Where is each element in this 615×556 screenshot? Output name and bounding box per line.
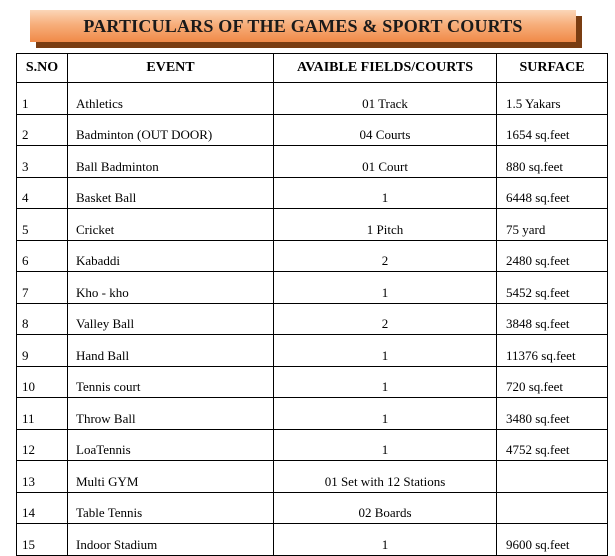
cell-surface: 880 sq.feet <box>497 146 608 178</box>
cell-surface: 3848 sq.feet <box>497 303 608 335</box>
cell-fields: 1 <box>274 398 497 430</box>
header-surface: SURFACE <box>497 54 608 83</box>
cell-fields: 04 Courts <box>274 114 497 146</box>
cell-surface: 1.5 Yakars <box>497 83 608 115</box>
cell-surface: 4752 sq.feet <box>497 429 608 461</box>
cell-fields: 2 <box>274 303 497 335</box>
header-row <box>17 54 608 83</box>
cell-fields: 1 <box>274 177 497 209</box>
cell-surface: 1654 sq.feet <box>497 114 608 146</box>
cell-fields: 2 <box>274 240 497 272</box>
table-row <box>17 303 608 335</box>
cell-fields: 02 Boards <box>274 492 497 524</box>
table-row <box>17 240 608 272</box>
table-row <box>17 492 608 524</box>
cell-event: Ball Badminton <box>68 146 274 178</box>
cell-event: Table Tennis <box>68 492 274 524</box>
cell-fields: 1 <box>274 524 497 556</box>
cell-fields: 1 Pitch <box>274 209 497 241</box>
header-fields: AVAIBLE FIELDS/COURTS <box>274 54 497 83</box>
table-row <box>17 366 608 398</box>
cell-sno: 11 <box>17 398 68 430</box>
header-event: EVENT <box>68 54 274 83</box>
cell-surface: 3480 sq.feet <box>497 398 608 430</box>
cell-sno: 2 <box>17 114 68 146</box>
cell-surface: 11376 sq.feet <box>497 335 608 367</box>
cell-event: Badminton (OUT DOOR) <box>68 114 274 146</box>
cell-event: Multi GYM <box>68 461 274 493</box>
table-row <box>17 398 608 430</box>
table-row <box>17 83 608 115</box>
cell-sno: 9 <box>17 335 68 367</box>
cell-sno: 6 <box>17 240 68 272</box>
cell-fields: 01 Court <box>274 146 497 178</box>
cell-event: Indoor Stadium <box>68 524 274 556</box>
sports-courts-table <box>16 53 608 556</box>
cell-sno: 5 <box>17 209 68 241</box>
cell-fields: 1 <box>274 335 497 367</box>
cell-fields: 1 <box>274 366 497 398</box>
cell-sno: 13 <box>17 461 68 493</box>
table-row <box>17 461 608 493</box>
cell-sno: 12 <box>17 429 68 461</box>
cell-event: Cricket <box>68 209 274 241</box>
cell-event: Tennis court <box>68 366 274 398</box>
cell-fields: 01 Set with 12 Stations <box>274 461 497 493</box>
cell-event: Kho - kho <box>68 272 274 304</box>
table-body <box>17 83 608 556</box>
cell-sno: 4 <box>17 177 68 209</box>
table-row <box>17 335 608 367</box>
table-row <box>17 146 608 178</box>
cell-sno: 8 <box>17 303 68 335</box>
table-row <box>17 524 608 556</box>
cell-surface: 5452 sq.feet <box>497 272 608 304</box>
title-banner <box>30 10 582 48</box>
cell-fields: 1 <box>274 272 497 304</box>
header-sno: S.NO <box>17 54 68 83</box>
cell-sno: 1 <box>17 83 68 115</box>
table-row <box>17 114 608 146</box>
table-row <box>17 429 608 461</box>
table-row <box>17 209 608 241</box>
cell-sno: 7 <box>17 272 68 304</box>
cell-event: Valley Ball <box>68 303 274 335</box>
cell-event: Throw Ball <box>68 398 274 430</box>
cell-surface <box>497 461 608 493</box>
cell-sno: 3 <box>17 146 68 178</box>
cell-sno: 10 <box>17 366 68 398</box>
cell-surface: 720 sq.feet <box>497 366 608 398</box>
cell-surface <box>497 492 608 524</box>
cell-surface: 9600 sq.feet <box>497 524 608 556</box>
table-row <box>17 177 608 209</box>
cell-event: LoaTennis <box>68 429 274 461</box>
cell-surface: 75 yard <box>497 209 608 241</box>
table-header <box>17 54 608 83</box>
cell-sno: 15 <box>17 524 68 556</box>
cell-event: Hand Ball <box>68 335 274 367</box>
cell-surface: 2480 sq.feet <box>497 240 608 272</box>
page-title: PARTICULARS OF THE GAMES & SPORT COURTS <box>30 10 576 42</box>
cell-event: Athletics <box>68 83 274 115</box>
cell-fields: 01 Track <box>274 83 497 115</box>
cell-sno: 14 <box>17 492 68 524</box>
cell-fields: 1 <box>274 429 497 461</box>
cell-event: Basket Ball <box>68 177 274 209</box>
table-row <box>17 272 608 304</box>
cell-surface: 6448 sq.feet <box>497 177 608 209</box>
cell-event: Kabaddi <box>68 240 274 272</box>
